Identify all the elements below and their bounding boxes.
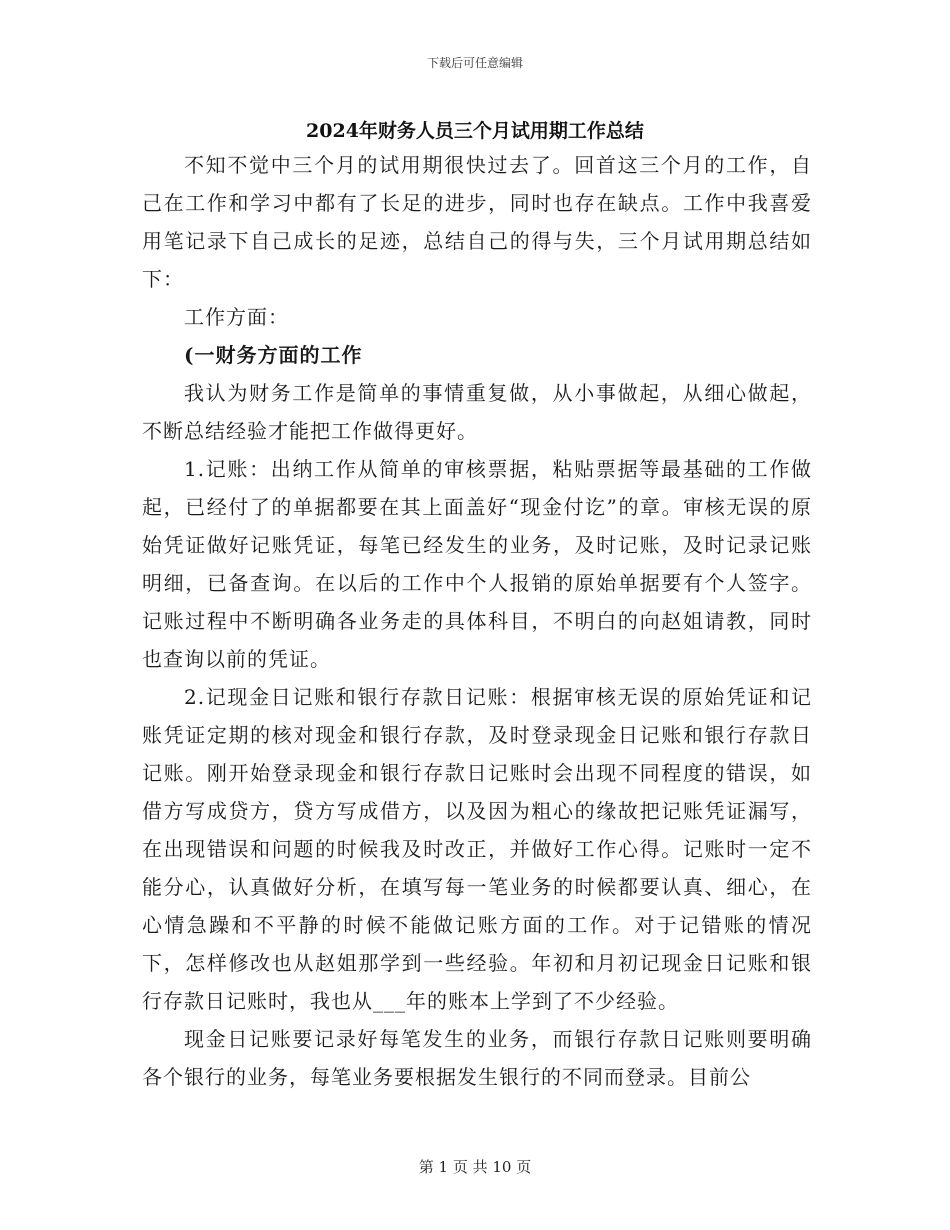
page-header-note: 下载后可任意编辑 <box>426 56 523 70</box>
item-journal-paragraph: 2.记现金日记账和银行存款日记账：根据审核无误的原始凭证和记账凭证定期的核对现金和银行存款，及时登录现金日记账和银行存款日记账。刚开始登录现金和银行存款日记账时会出现不同程度的错误，如借方写成贷方，贷方写成借方，以及因为粗心的缘故把记账凭证漏写，在出现错误和问题的时候我及时改正，并做好工作心得。记账时一定不能分心，认真做好分析，在填写每一笔业务的时候都要认真、细心，在心情急躁和不平静的时候不能做记账方面的工作。对于记错账的情况下，怎样修改也从赵姐那学到一些经验。年初和月初记现金日记账和银行存款日记账时，我也从___年的账本上学到了不少经验。 <box>142 685 812 1013</box>
document-body <box>142 146 812 1096</box>
intro-paragraph: 不知不觉中三个月的试用期很快过去了。回首这三个月的工作，自己在工作和学习中都有了长足的进步，同时也存在缺点。工作中我喜爱用笔记录下自己成长的足迹，总结自己的得与失，三个月试用期总结如下： <box>142 153 812 291</box>
page-footer-number: 第 1 页 共 10 页 <box>418 1158 532 1176</box>
cash-journal-paragraph: 现金日记账要记录好每笔发生的业务，而银行存款日记账则要明确各个银行的业务，每笔业务要根据发生银行的不同而登录。目前公 <box>142 1027 812 1089</box>
document-title: 2024年财务人员三个月试用期工作总结 <box>306 120 644 142</box>
section-heading: (一财务方面的工作 <box>184 343 363 367</box>
item-bookkeeping-paragraph: 1.记账：出纳工作从简单的审核票据，粘贴票据等最基础的工作做起，已经付了的单据都要在其上面盖好“现金付讫”的章。审核无误的原始凭证做好记账凭证，每笔已经发生的业务，及时记账，及时记录记账明细，已备查询。在以后的工作中个人报销的原始单据要有个人签字。记账过程中不断明确各业务走的具体科目，不明白的向赵姐请教，同时也查询以前的凭证。 <box>142 457 812 671</box>
work-aspect-label: 工作方面： <box>184 305 289 329</box>
section-intro-paragraph: 我认为财务工作是简单的事情重复做，从小事做起，从细心做起，不断总结经验才能把工作做得更好。 <box>142 381 812 443</box>
